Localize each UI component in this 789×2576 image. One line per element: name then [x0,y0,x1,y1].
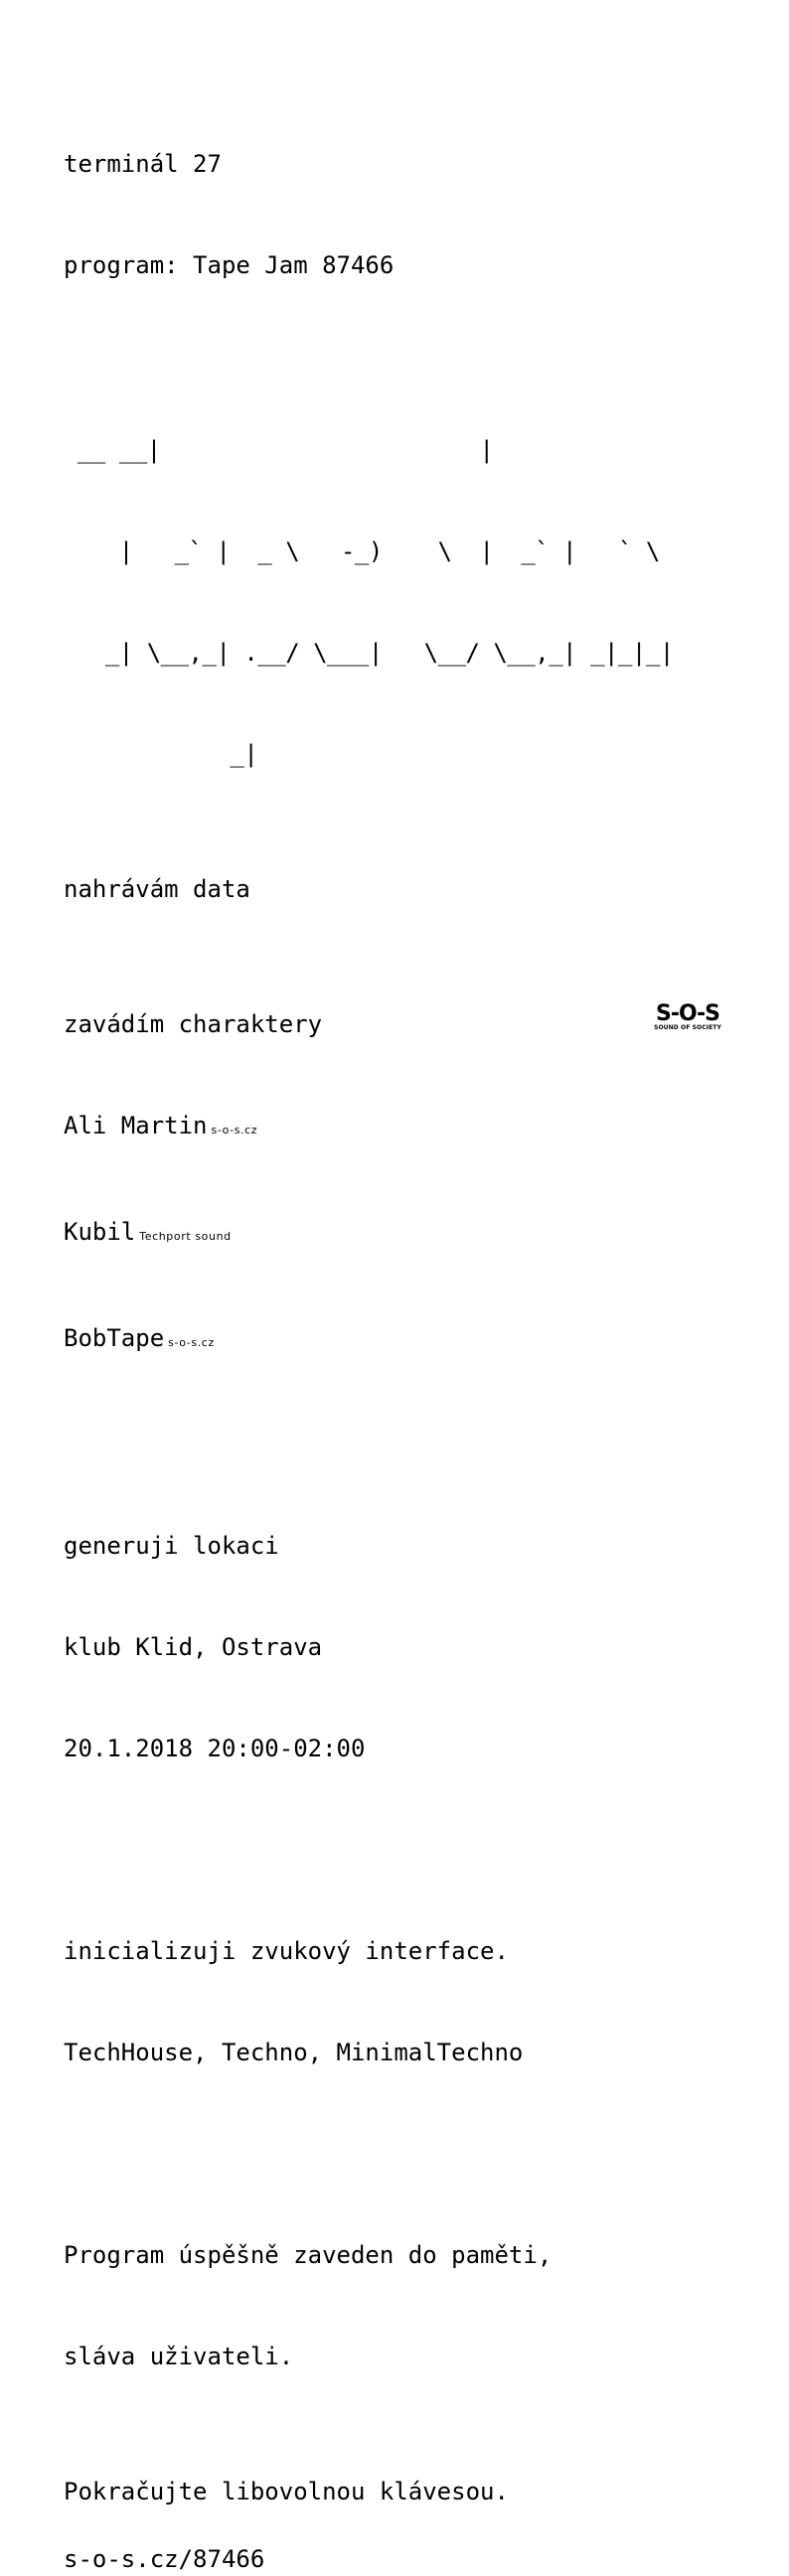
character-name: Ali Martin [64,1112,208,1139]
location-datetime: 20.1.2018 20:00-02:00 [64,1735,366,1762]
ascii-line-4: _| [64,740,258,768]
character-item [64,1215,759,1254]
loading-line: nahrávám data [64,875,250,903]
terminal-line: terminál 27 [64,150,222,178]
sound-genres: TechHouse, Techno, MinimalTechno [64,2039,524,2066]
sound-heading: inicializuji zvukový interface. [64,1937,509,1965]
character-item [64,1321,759,1360]
character-note: Techport sound [139,1230,232,1243]
ascii-line-1: __ __| | [64,436,494,464]
logo-subtitle: SOUND OF SOCIETY [654,1024,721,1031]
character-note: s-o-s.cz [211,1124,258,1136]
success-line-1: Program úspěšně zaveden do paměti, [64,2241,552,2269]
location-heading: generuji lokaci [64,1532,279,1560]
poster-text [64,79,759,2576]
sos-logo [648,1001,727,1032]
success-line-2: sláva uživateli. [64,2343,294,2370]
logo-mark: S-O-S [655,1001,720,1026]
ascii-title-art [64,366,759,838]
location-place: klub Klid, Ostrava [64,1633,323,1661]
ascii-line-3: _| \__,_| .__/ \___| \__/ \__,_| _|_|_| [64,639,674,667]
prompt-line: Pokračujte libovolnou klávesou. [64,2478,509,2505]
header [64,79,759,350]
sound-section [64,1867,759,2137]
ascii-line-2: | _` | _ \ -_) \ | _` | ` \ [64,537,660,565]
character-name: Kubil [64,1218,136,1246]
location-section [64,1461,759,1833]
program-line: program: Tape Jam 87466 [64,251,394,279]
url-line: s-o-s.cz/87466 [64,2545,265,2573]
character-note: s-o-s.cz [168,1336,215,1349]
success-section [64,2171,759,2441]
character-name: BobTape [64,1324,165,1352]
character-item [64,1109,759,1147]
characters-heading: zavádím charaktery [64,1010,323,1038]
